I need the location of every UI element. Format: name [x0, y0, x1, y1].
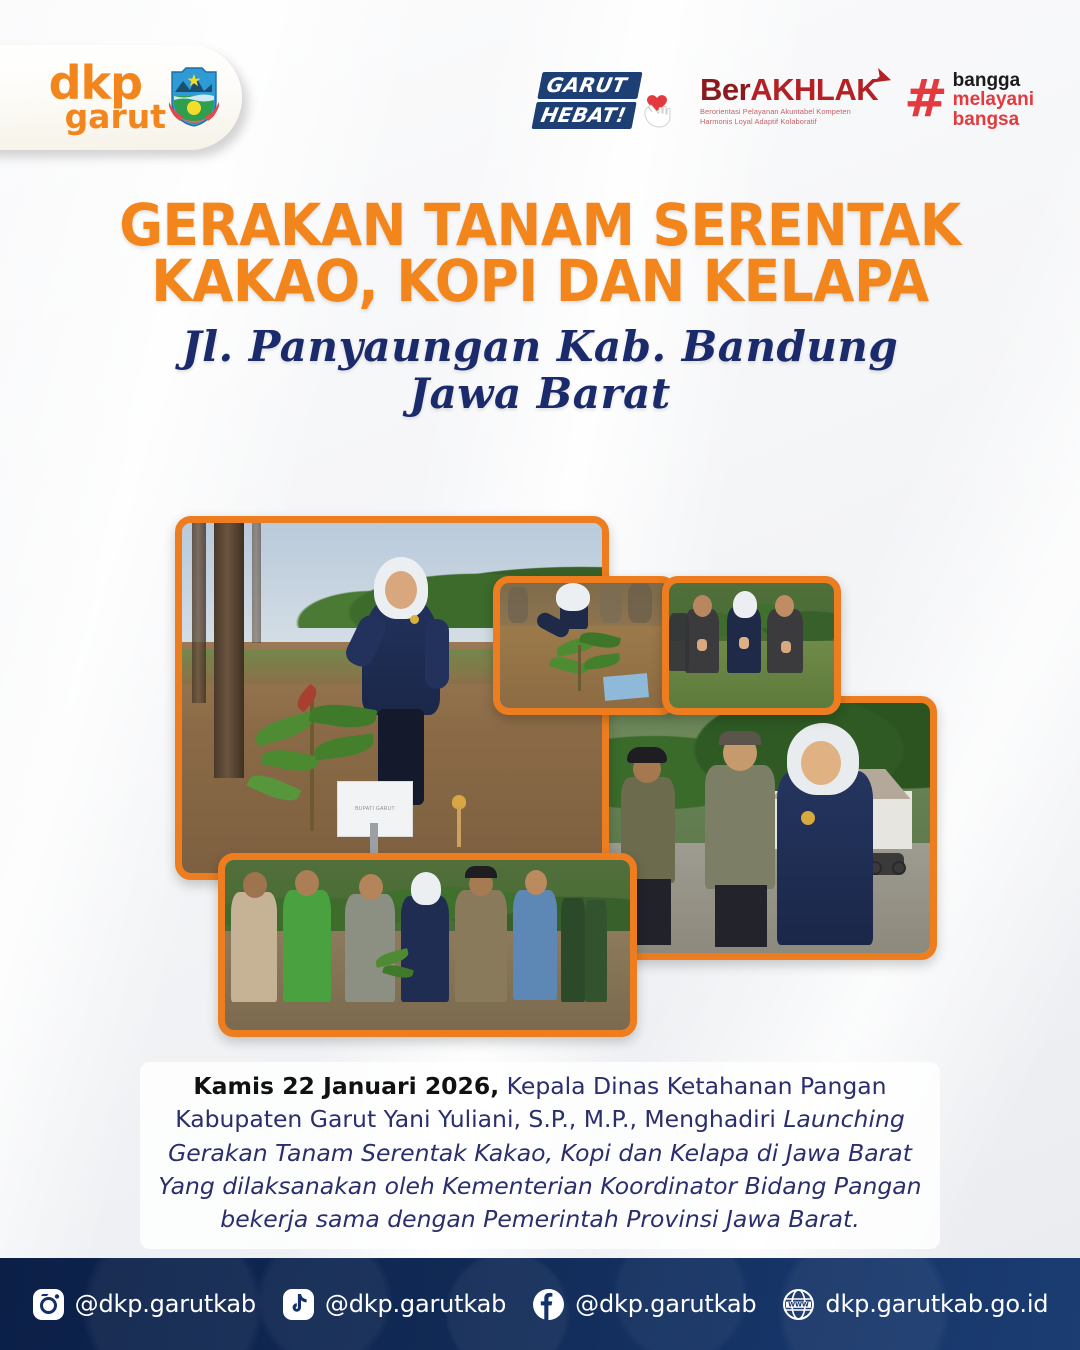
berakhlak-wordmark — [700, 63, 895, 107]
caption-text — [140, 1062, 940, 1249]
caption-italic: Launching Gerakan Tanam Serentak Kakao, Kopi dan Kelapa di Jawa Barat Yang dilaksanakan oleh Kementerian Koordinator Bidang Pangan bekerja sama dengan Pemerintah Provinsi Jawa Barat. — [158, 1105, 922, 1234]
logo-wrap — [48, 56, 220, 136]
footer-label-facebook: @dkp.garutkab — [575, 1290, 757, 1318]
photo-group-photo — [218, 853, 637, 1037]
photo-planting-closeup-scene — [500, 583, 670, 708]
footer-label-instagram: @dkp.garutkab — [74, 1290, 256, 1318]
logo-dkp-text: dkp — [48, 56, 143, 111]
hashtag-icon: # — [904, 69, 948, 130]
garut-hebat-line2: HEBAT! — [531, 102, 636, 129]
partner-logo-strip — [537, 58, 1034, 142]
location-subtitle — [0, 323, 1080, 417]
photo-planting-closeup — [493, 576, 677, 715]
caption-lead: Kepala Dinas Ketahanan Pangan Kabupaten Garut Yani Yuliani, S.P., M.P., Menghadiri — [175, 1072, 887, 1134]
bangga-line3: bangsa — [952, 108, 1020, 130]
svg-text:WWW: WWW — [788, 1301, 810, 1309]
garut-hebat-bars — [531, 72, 642, 129]
logo-garut-text: garut — [64, 96, 166, 136]
footer-item-instagram[interactable] — [32, 1288, 256, 1321]
garut-hebat-line1: GARUT — [537, 72, 642, 99]
facebook-icon — [532, 1288, 565, 1321]
berakhlak-main: AKHLAK — [750, 71, 879, 107]
berakhlak-tagline — [700, 107, 878, 127]
tiktok-icon — [282, 1288, 315, 1321]
photo-group-thumbsup — [662, 576, 841, 715]
bupati-garut-sign-text: BUPATI GARUT — [355, 806, 395, 812]
berakhlak-arrow-icon: ➤ — [870, 63, 895, 91]
location-subtitle-line-2: Jawa Barat — [409, 369, 671, 419]
footer-item-facebook[interactable] — [532, 1288, 756, 1321]
footer-bar — [0, 1258, 1080, 1350]
main-title-line-2: KAKAO, KOPI DAN KELAPA — [151, 246, 929, 315]
bangga-melayani-bangsa-logo — [904, 71, 1034, 129]
location-subtitle-line-1: Jl. Panyaungan Kab. Bandung — [181, 322, 899, 372]
garut-regency-shield-icon — [168, 66, 220, 128]
title-block — [0, 191, 1080, 419]
bangga-wordmark — [953, 71, 1034, 129]
caption-date: Kamis 22 Januari 2026, — [193, 1072, 500, 1100]
photo-collage — [0, 508, 1080, 1038]
berakhlak-prefix: Ber — [700, 71, 751, 107]
footer-label-website: dkp.garutkab.go.id — [825, 1290, 1049, 1318]
berakhlak-logo — [700, 63, 895, 127]
footer-item-tiktok[interactable] — [282, 1288, 506, 1321]
heart-hand-icon — [640, 85, 674, 129]
logo-text — [48, 56, 166, 136]
berakhlak-tagline-line2: Harmonis Loyal Adaptif Kolaboratif — [700, 116, 817, 126]
footer-label-tiktok: @dkp.garutkab — [324, 1290, 507, 1318]
main-title-line-1: GERAKAN TANAM SERENTAK — [119, 191, 961, 259]
footer-item-website[interactable] — [782, 1288, 1048, 1321]
photo-group-thumbsup-scene — [669, 583, 834, 708]
photo-group-photo-scene — [225, 860, 630, 1030]
instagram-icon — [32, 1288, 65, 1321]
dkp-garut-logo-badge — [0, 45, 242, 150]
bangga-line2: melayani — [952, 89, 1034, 111]
website-globe-icon — [782, 1288, 815, 1321]
bangga-line1: bangga — [952, 69, 1021, 91]
berakhlak-tagline-line1: Berorientasi Pelayanan Akuntabel Kompeten — [700, 106, 851, 116]
garut-hebat-logo — [537, 72, 674, 129]
